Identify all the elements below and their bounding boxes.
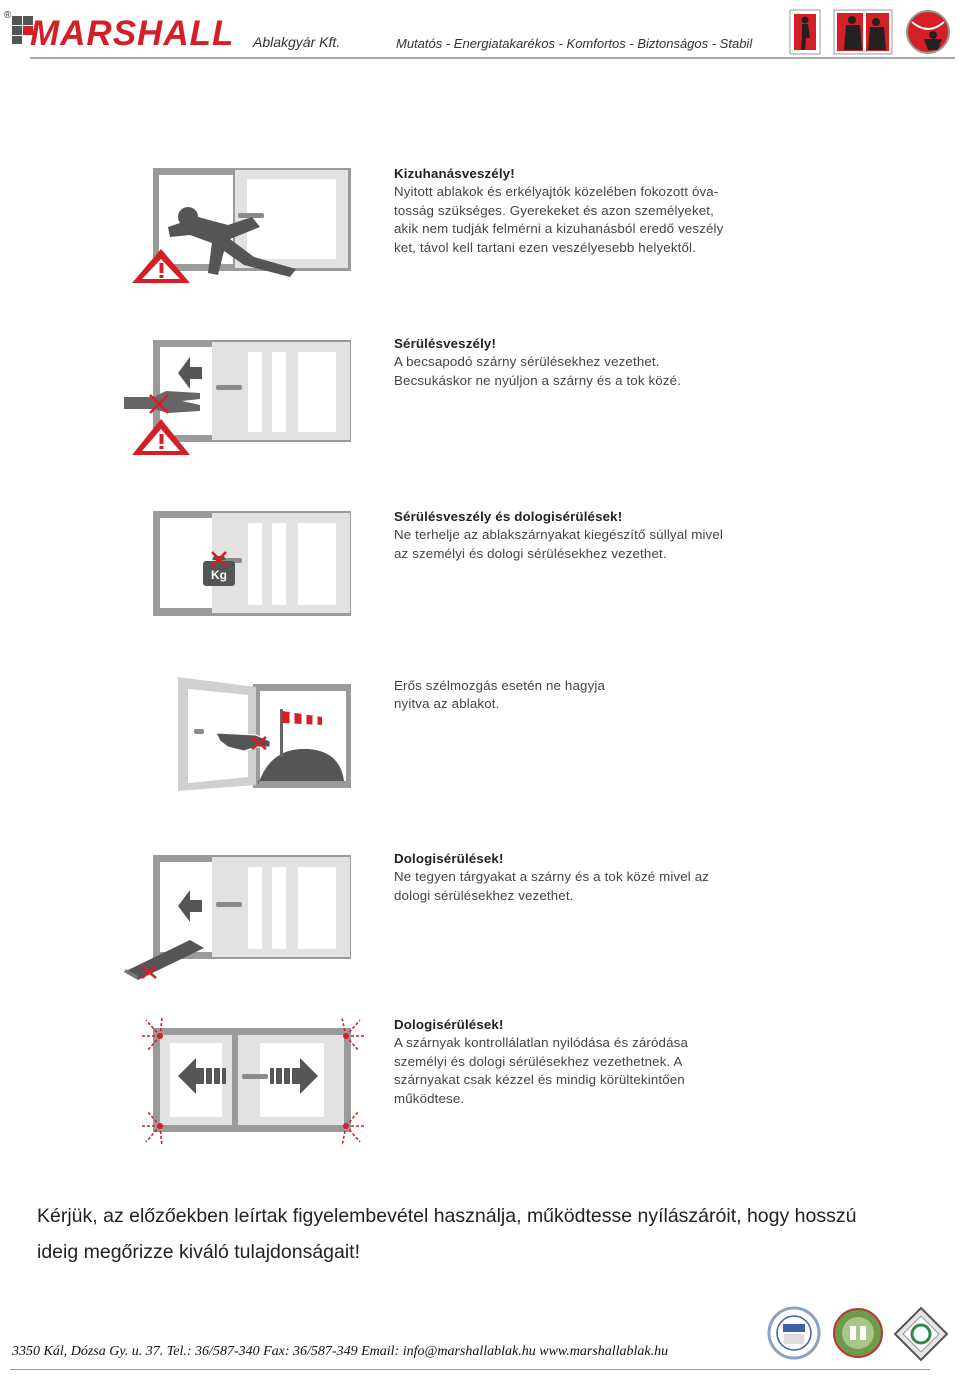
warning-section-sliding	[120, 1016, 860, 1148]
warning-line: A szárnyak kontrollálatlan nyilódása és záródása	[394, 1035, 688, 1051]
kg-label: Kg	[211, 568, 227, 582]
warning-line: szárnyakat csak kézzel és mindig körültekintően	[394, 1072, 685, 1088]
warning-text-injury	[394, 335, 844, 390]
weight-on-sash-illustration	[120, 508, 360, 623]
warning-line: dologi sérülésekhez vezethet.	[394, 887, 574, 903]
warning-text-objects	[394, 850, 844, 905]
warning-title: Sérülésveszély és dologisérülések!	[394, 509, 623, 524]
basketball-icon	[907, 11, 949, 53]
warning-line: ket, távol kell tartani ezen veszélyesebb helyektől.	[394, 239, 696, 255]
warning-line: Becsukáskor ne nyúljon a szárny és a tok közé.	[394, 372, 682, 388]
warning-section-objects	[120, 850, 860, 985]
intruder-icon	[834, 10, 892, 54]
warning-line: Nyitott ablakok és erkélyajtók közelében fokozott óva-	[394, 184, 719, 200]
object-in-gap-illustration	[120, 850, 360, 985]
warning-line: tosság szükséges. Gyerekeket és azon személyeket,	[394, 202, 714, 218]
warning-line: Ne tegyen tárgyakat a szárny és a tok közé mivel az	[394, 869, 710, 885]
company-subtitle: Ablakgyár Kft.	[253, 34, 341, 50]
hand-trap-window-illustration	[120, 335, 360, 460]
warning-line: személyi és dologi sérülésekhez vezethetnek. A	[394, 1053, 683, 1069]
warning-text-weight	[394, 508, 844, 563]
warning-section-injury	[120, 335, 860, 460]
warning-line: az személyi és dologi sérülésekhez vezethet.	[394, 545, 667, 561]
footer-divider	[10, 1369, 930, 1370]
header-slogan: Mutatós - Energiatakarékos - Komfortos - Biztonságos - Stabil	[396, 36, 753, 51]
closing-line: ideig megőrizze kiváló tulajdonságait!	[37, 1241, 361, 1263]
warning-title: Kizuhanásveszély!	[394, 166, 515, 181]
warning-section-fall	[120, 165, 860, 295]
warning-text-sliding	[394, 1016, 844, 1108]
page-header	[0, 0, 960, 62]
falling-person-window-illustration	[120, 165, 360, 290]
warning-line: akik nem tudják felmérni a kizuhanásból eredő veszély	[394, 221, 724, 237]
sliding-sash-illustration	[120, 1016, 380, 1148]
warning-title: Sérülésveszély!	[394, 336, 497, 351]
wind-open-window-illustration	[120, 677, 360, 797]
warning-line: nyitva az ablakot.	[394, 696, 500, 712]
quality-award-seal-icon	[832, 1306, 884, 1360]
warning-line: Ne terhelje az ablakszárnyakat kiegészítő súllyal mivel	[394, 527, 723, 543]
tuv-cert-seal-icon	[767, 1306, 821, 1360]
warning-line: A becsapodó szárny sérülésekhez vezethet.	[394, 354, 660, 370]
warning-line: működtese.	[394, 1090, 465, 1106]
warning-title: Dologisérülések!	[394, 851, 504, 866]
certification-diamond-seal-icon	[893, 1306, 949, 1362]
warning-title: Dologisérülések!	[394, 1017, 504, 1032]
registered-mark: ®	[4, 10, 12, 21]
footer-contact: 3350 Kál, Dózsa Gy. u. 37. Tel.: 36/587-340 Fax: 36/587-349 Email: info@marshallablak.hu www.marshallablak.hu	[12, 1344, 669, 1359]
header-divider	[30, 57, 955, 59]
warning-text-wind	[394, 677, 844, 714]
company-logo: MARSHALL	[30, 14, 235, 53]
header-safety-icons	[788, 8, 958, 56]
falling-person-icon	[790, 10, 820, 54]
warning-text-fall	[394, 165, 844, 257]
closing-paragraph	[37, 1198, 937, 1270]
warning-line: Erős szélmozgás esetén ne hagyja	[394, 678, 606, 693]
closing-line: Kérjük, az előzőekben leírtak figyelembevétel használja, működtesse nyílászáróit, hogy hosszú	[37, 1205, 857, 1227]
warning-section-weight	[120, 508, 860, 623]
warning-section-wind	[120, 677, 860, 797]
